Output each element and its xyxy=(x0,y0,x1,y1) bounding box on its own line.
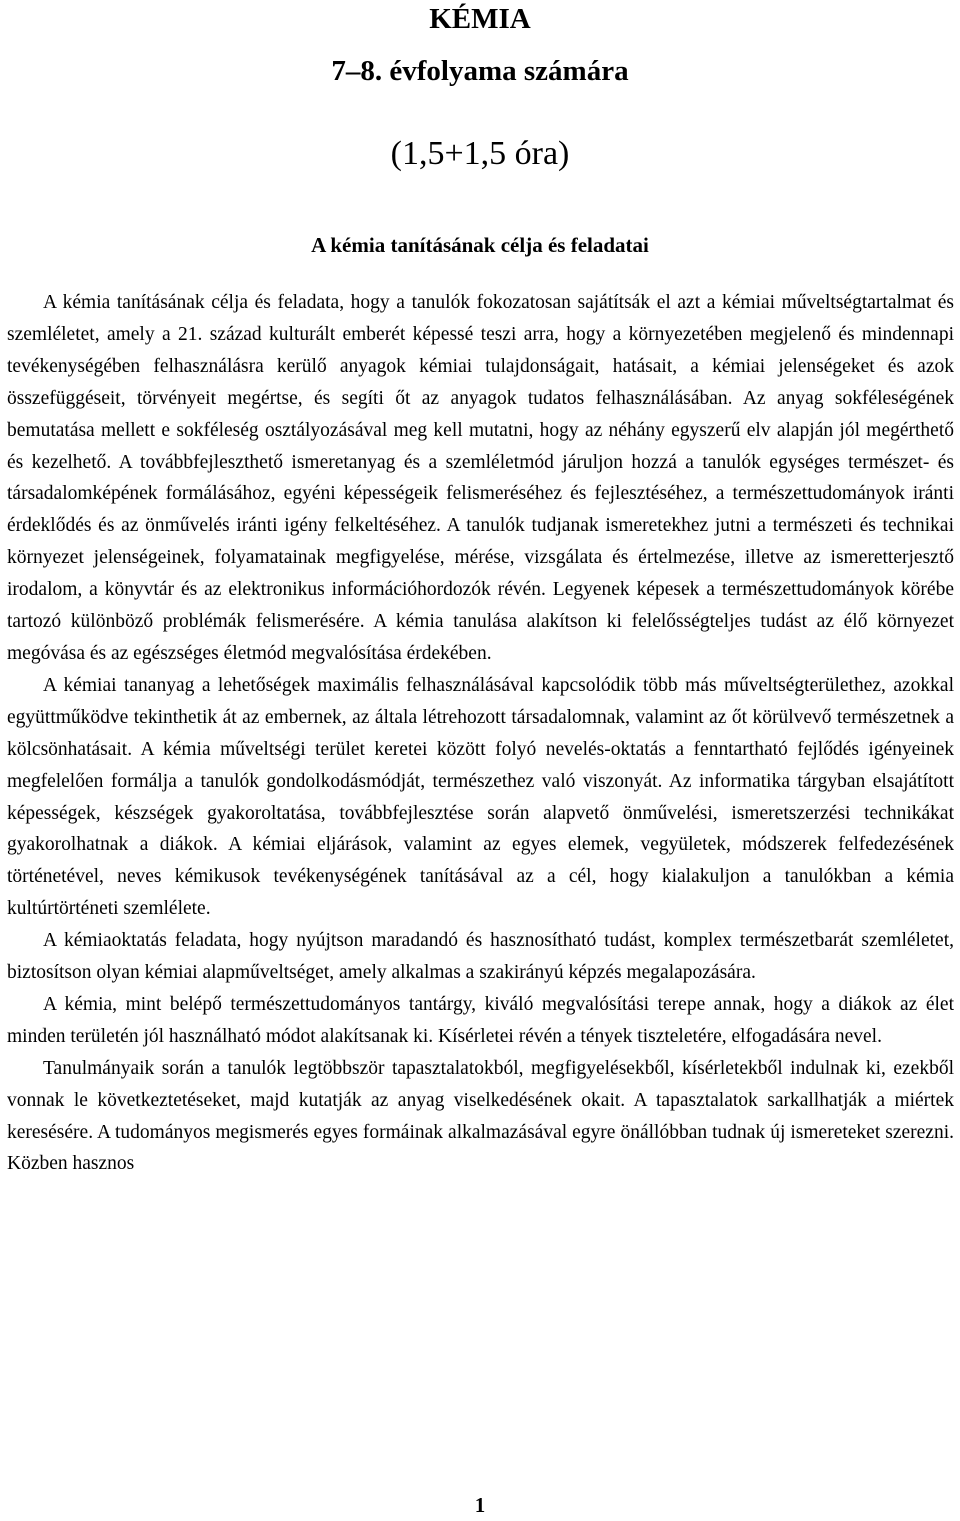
document-title: KÉMIA xyxy=(429,3,531,35)
page-number: 1 xyxy=(474,1493,486,1517)
paragraph-2: A kémiai tananyag a lehetőségek maximális felhasználásával kapcsolódik több más műveltségterülethez, azokkal együttműködve tekinthetik át az embernek, az általa létrehozott társadalomnak, valamint az őt körülvevő természetnek a kölcsönhatásait. A kémia műveltségi terület keretei között folyó nevelés-oktatás a fenntartható fejlődés igényeinek megfelelően formálja a tanulók gondolkodásmódját, természethez való viszonyát. Az informatika tárgyban elsajátított képességek, készségek gyakoroltatása, továbbfejlesztése során alapvető önművelési, ismeretszerzési technikákat gyakorolhatnak a diákok. A kémiai eljárások, valamint az egyes elemek, vegyületek, módszerek felfedezésének történetével, neves kémikusok tevékenységének tanításával az a cél, hogy kialakuljon a tanulókban a kémia kultúrtörténeti szemlélete. xyxy=(7,674,954,920)
document-subtitle: 7–8. évfolyama számára xyxy=(331,55,629,87)
paragraph-1: A kémia tanításának célja és feladata, hogy a tanulók fokozatosan sajátítsák el azt a kémiai műveltségtartalmat és szemléletet, amely a 21. század kulturált emberét képessé teszi arra, hogy a környezetében megjelenő és mindennapi tevékenységében felhasználásra kerülő anyagok kémiai tulajdonságait, hatásait, a kémiai jelenségeket és azok összefüggéseit, törvényeit megértse, és segíti őt az anyagok tudatos felhasználásában. Az anyag sokféleségének bemutatása mellett e sokféleség osztályozásával meg kell mutatni, hogy az néhány egyszerű elv alapján jól megérthető és kezelhető. A továbbfejleszthető ismeretanyag és a szemléletmód járuljon hozzá a tanulók egységes természet- és társadalomképének formálásához, egyéni képességeik felismeréséhez és fejlesztéséhez, a természettudományok iránti érdeklődés és az önművelés iránti igény felkeltéséhez. A tanulók tudjanak ismeretekhez jutni a természeti és technikai környezet jelenségeinek, folyamatainak megfigyelése, mérése, vizsgálata és értelmezése, illetve az ismeretterjesztő irodalom, a könyvtár és az elektronikus információhordozók révén. Legyenek képesek a természettudományok körébe tartozó különböző problémák felismerésére. A kémia tanulása alakítson ki felelősségteljes tudást az élő környezet megóvása és az egészséges életmód megvalósítása érdekében. xyxy=(7,292,954,664)
paragraph-4: A kémia, mint belépő természettudományos tantárgy, kiváló megvalósítási terepe annak, hogy a diákok az élet minden területén jól használható módot alakítsanak ki. Kísérletei révén a tények tiszteletére, elfogadására nevel. xyxy=(7,993,954,1047)
hours-label: (1,5+1,5 óra) xyxy=(390,135,570,172)
paragraph-3: A kémiaoktatás feladata, hogy nyújtson maradandó és hasznosítható tudást, komplex természetbarát szemléletet, biztosítson olyan kémiai alapműveltséget, amely alkalmas a szakirányú képzés megalapozására. xyxy=(7,930,954,984)
body-text xyxy=(7,287,954,1180)
section-heading: A kémia tanításának célja és feladatai xyxy=(311,233,649,257)
paragraph-5: Tanulmányaik során a tanulók legtöbbször tapasztalatokból, megfigyelésekből, kísérletekből indulnak ki, ezekből vonnak le következtetéseket, majd kutatják az anyag viselkedésének okait. A tapasztalatok sarkallhatják a miértek keresésére. A tudományos megismerés egyes formáinak alkalmazásával egyre önállóbban tudnak új ismereteket szerezni. Közben hasznos xyxy=(7,1057,954,1175)
